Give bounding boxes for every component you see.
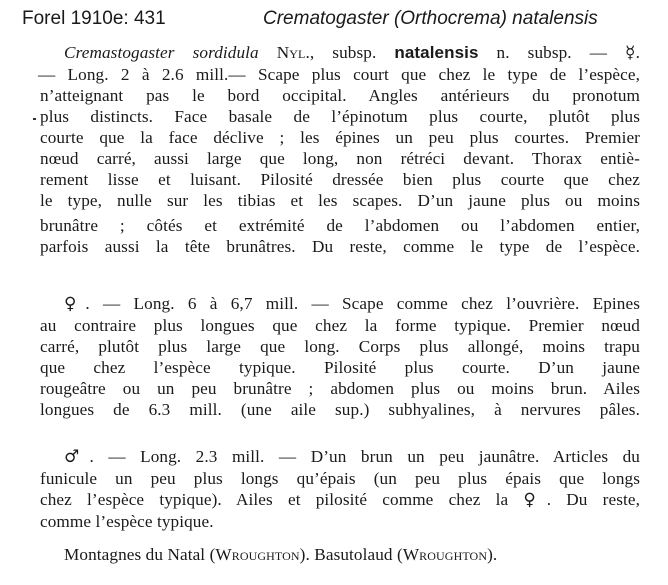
text-line: funicule un peu plus longs qu’épais (un peu plus épais que longs — [40, 469, 640, 488]
text-line: rougeâtre ou un peu brunâtre ; abdomen plus ou moins brun. Ailes — [40, 379, 640, 398]
text-line: — Long. 2 à 2.6 mill.— Scape plus court que chez le type de l’espèce, — [38, 65, 640, 84]
text-line: plus distincts. Face basale de l’épinotum plus courte, plutôt plus — [40, 107, 640, 126]
locality-text: Montagnes du Natal (Wroughton). Basutolaud (Wroughton). — [64, 545, 498, 564]
locality-line — [40, 544, 640, 565]
text-line: brunâtre ; côtés et extrémité de l’abdomen ou l’abdomen entier, — [40, 216, 640, 235]
queen-title-line: ♀. — Long. 6 à 6,7 mill. — Scape comme chez l’ouvrière. Epines — [64, 294, 640, 314]
subspecies-name: natalensis — [394, 43, 479, 62]
taxon-name: Crematogaster (Orthocrema) natalensis — [263, 8, 598, 29]
male-title-line: ♂. — Long. 2.3 mill. — D’un brun un peu jaunâtre. Articles du — [64, 447, 640, 467]
subsp-label: , subsp. — [309, 43, 395, 62]
text-line: rement lisse et luisant. Pilosité dressée bien plus courte que chez — [40, 170, 640, 189]
worker-symbol-icon: ☿ — [625, 43, 636, 63]
collector-name: Wroughton — [402, 545, 488, 564]
text-line: que chez l’espèce typique. Pilosité plus courte. D’un jaune — [40, 358, 640, 377]
text-line: n’atteignant pas le bord occipital. Angles antérieurs du pronotum — [40, 86, 640, 105]
worker-title-line: Cremastogaster sordidula Nyl., subsp. natalensis n. subsp. — ☿. — [64, 43, 640, 63]
author-name: Nyl. — [276, 43, 310, 62]
page-header — [22, 8, 652, 34]
new-subsp-label: n. subsp. — — [478, 43, 626, 62]
reference-citation: Forel 1910e: 431 — [22, 8, 166, 29]
text-line: le type, nulle sur les tibias et les scapes. D’un jaune plus ou moins — [40, 191, 640, 210]
queen-description — [40, 293, 640, 420]
female-symbol-icon: ♀ — [64, 294, 86, 314]
text-line: carré, plutôt plus large que long. Corps plus allongé, moins trapu — [40, 337, 640, 356]
text-line: nœud carré, aussi large que long, non rétréci devant. Thorax entiè- — [40, 149, 640, 168]
text-line: chez l’espèce typique). Ailes et pilosité comme chez la ♀. Du reste, — [40, 490, 641, 510]
genus-name: Cremastogaster sordidula — [64, 43, 259, 62]
text-line: longues de 6.3 mill. (une aile sup.) subhyalines, à nervures pâles. — [40, 400, 640, 419]
text-line: au contraire plus longues que chez la forme typique. Premier nœud — [40, 316, 640, 335]
male-symbol-icon: ♂ — [64, 447, 90, 467]
male-description — [40, 446, 640, 532]
worker-description — [40, 42, 640, 257]
text-line: parfois aussi la tête brunâtres. Du reste, comme le type de l’espèce. — [40, 237, 640, 256]
female-symbol-icon: ♀ — [523, 490, 547, 510]
collector-name: Wroughton — [215, 545, 300, 564]
text-line: courte que la face déclive ; les épines un peu plus courtes. Premier — [40, 128, 640, 147]
text-line: comme l’espèce typique. — [40, 512, 214, 531]
margin-mark — [33, 118, 36, 120]
